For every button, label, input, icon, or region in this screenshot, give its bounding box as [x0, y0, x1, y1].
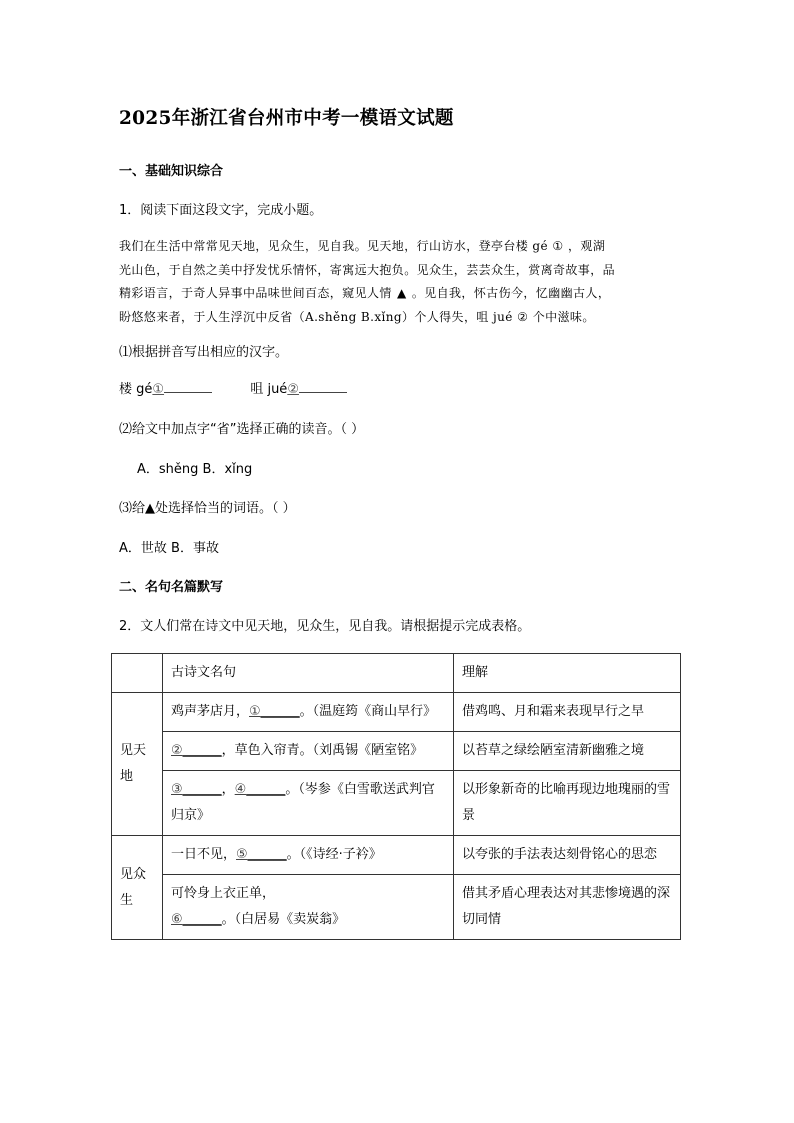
answer-line[interactable] [299, 379, 347, 393]
blank-marker: ② [513, 306, 533, 330]
group-label-tiandi: 见天地 [112, 693, 163, 836]
group-label-zhongsheng: 见众生 [112, 836, 163, 940]
poetry-table [111, 653, 681, 940]
sub-question-3-options: A．世故 B．事故 [119, 541, 219, 556]
table-header-row [112, 654, 681, 693]
meaning-cell: 以夸张的手法表达刻骨铭心的思恋 [454, 836, 681, 875]
page-title: 2025年浙江省台州市中考一模语文试题 [119, 108, 454, 129]
table-row [112, 836, 681, 875]
verse-cell: 可怜身上衣正单，⑥______。（白居易《卖炭翁》 [163, 875, 454, 940]
verse-cell: ③______，④______。（岑参《白雪歌送武判官归京》 [163, 771, 454, 836]
answer-blank[interactable]: ②______ [171, 743, 222, 758]
table-row [112, 771, 681, 836]
verse-cell: 鸡声茅店月，①______。（温庭筠《商山早行》 [163, 693, 454, 732]
header-cell-empty [112, 654, 163, 693]
header-cell-verse: 古诗文名句 [163, 654, 454, 693]
meaning-cell: 借鸡鸣、月和霜来表现早行之早 [454, 693, 681, 732]
blank-marker: ① [548, 235, 568, 259]
meaning-cell: 借其矛盾心理表达对其悲惨境遇的深切同情 [454, 875, 681, 940]
question-1-stem: 1．阅读下面这段文字，完成小题。 [119, 203, 323, 218]
reading-passage [119, 235, 679, 329]
answer-line[interactable] [164, 379, 212, 393]
table-row [112, 693, 681, 732]
passage-line: 精彩语言，于奇人异事中品味世间百态，窥见人情 ▲ 。见自我，怀古伤今，忆幽幽古人， [119, 282, 679, 306]
answer-blank[interactable]: ⑤______ [236, 847, 287, 862]
header-cell-meaning: 理解 [454, 654, 681, 693]
answer-blank[interactable]: ⑥______ [171, 912, 222, 927]
sub-question-3: ⑶给▲处选择恰当的词语。（ ） [119, 501, 296, 516]
sub-question-2: ⑵给文中加点字“省”选择正确的读音。（ ） [119, 422, 365, 437]
answer-blank[interactable]: ② [287, 382, 299, 397]
section-heading-2: 二、名句名篇默写 [119, 580, 224, 595]
sub-question-2-options: A．shěng B．xǐng [137, 462, 253, 477]
passage-line: 光山色，于自然之美中抒发忧乐情怀，寄寓远大抱负。见众生，芸芸众生，赏离奇故事，品 [119, 262, 616, 277]
verse-cell: ②______，草色入帘青。（刘禹锡《陋室铭》 [163, 732, 454, 771]
sub-question-1: ⑴根据拼音写出相应的汉字。 [119, 345, 289, 360]
verse-cell: 一日不见，⑤______。（《诗经·子衿》 [163, 836, 454, 875]
meaning-cell: 以苔草之绿绘陋室清新幽雅之境 [454, 732, 681, 771]
answer-blank[interactable]: ① [152, 382, 165, 397]
table-row [112, 732, 681, 771]
triangle-blank: ▲ [392, 282, 412, 306]
table-row [112, 875, 681, 940]
passage-line: 盼悠悠来者，于人生浮沉中反省（A.shěng B.xǐng）个人得失，咀 jué ② 个中滋味。 [119, 306, 679, 330]
question-2-stem: 2．文人们常在诗文中见天地，见众生，见自我。请根据提示完成表格。 [119, 619, 531, 634]
passage-line: 我们在生活中常常见天地，见众生，见自我。见天地，行山访水，登亭台楼 gé ① ，观湖 [119, 235, 679, 259]
sub-question-1-answers: 楼 gé① 咀 jué② [119, 378, 347, 397]
answer-blank[interactable]: ③______ [171, 782, 222, 797]
answer-blank[interactable]: ④______ [234, 782, 286, 797]
answer-blank[interactable]: ①______ [249, 704, 300, 719]
section-heading-1: 一、基础知识综合 [119, 164, 224, 179]
meaning-cell: 以形象新奇的比喻再现边地瑰丽的雪景 [454, 771, 681, 836]
